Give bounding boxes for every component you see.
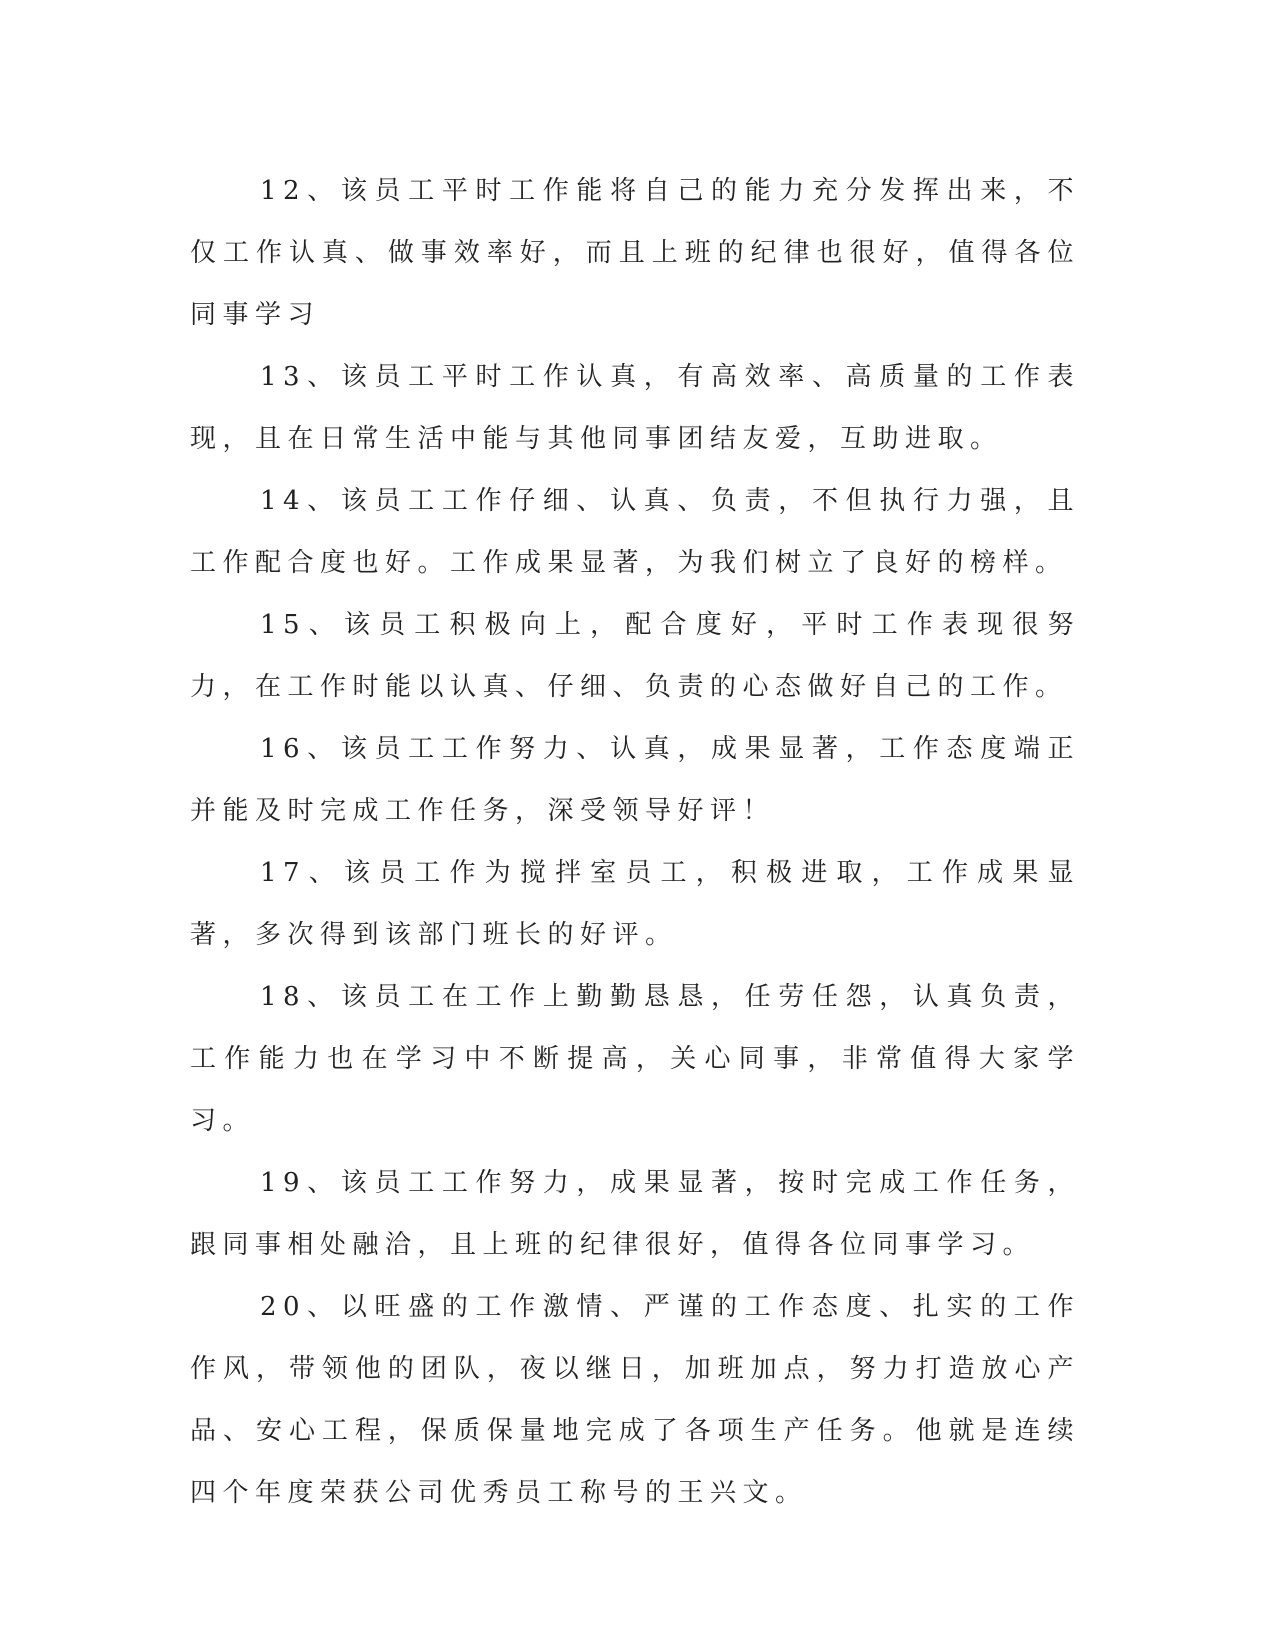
paragraph-13: 13、该员工平时工作认真，有高效率、高质量的工作表现，且在日常生活中能与其他同事团结友爱，互助进取。 [190, 362, 1080, 454]
paragraph-14: 14、该员工工作仔细、认真、负责，不但执行力强，且工作配合度也好。工作成果显著，为我们树立了良好的榜样。 [190, 486, 1080, 578]
paragraph-18: 18、该员工在工作上勤勤恳恳，任劳任怨，认真负责，工作能力也在学习中不断提高，关心同事，非常值得大家学习。 [190, 982, 1080, 1136]
paragraph-17: 17、该员工作为搅拌室员工，积极进取，工作成果显著，多次得到该部门班长的好评。 [190, 858, 1080, 950]
paragraph-20: 20、以旺盛的工作激情、严谨的工作态度、扎实的工作作风，带领他的团队，夜以继日，加班加点，努力打造放心产品、安心工程，保质保量地完成了各项生产任务。他就是连续四个年度荣获公司优秀员工称号的王兴文。 [190, 1292, 1080, 1508]
paragraph-19: 19、该员工工作努力，成果显著，按时完成工作任务，跟同事相处融洽，且上班的纪律很好，值得各位同事学习。 [190, 1168, 1080, 1260]
paragraph-12: 12、该员工平时工作能将自己的能力充分发挥出来，不仅工作认真、做事效率好，而且上班的纪律也很好，值得各位同事学习 [190, 176, 1080, 330]
document-body [190, 160, 1080, 1524]
paragraph-16: 16、该员工工作努力、认真，成果显著，工作态度端正并能及时完成工作任务，深受领导好评！ [190, 734, 1080, 826]
paragraph-15: 15、该员工积极向上，配合度好，平时工作表现很努力，在工作时能以认真、仔细、负责的心态做好自己的工作。 [190, 610, 1080, 702]
